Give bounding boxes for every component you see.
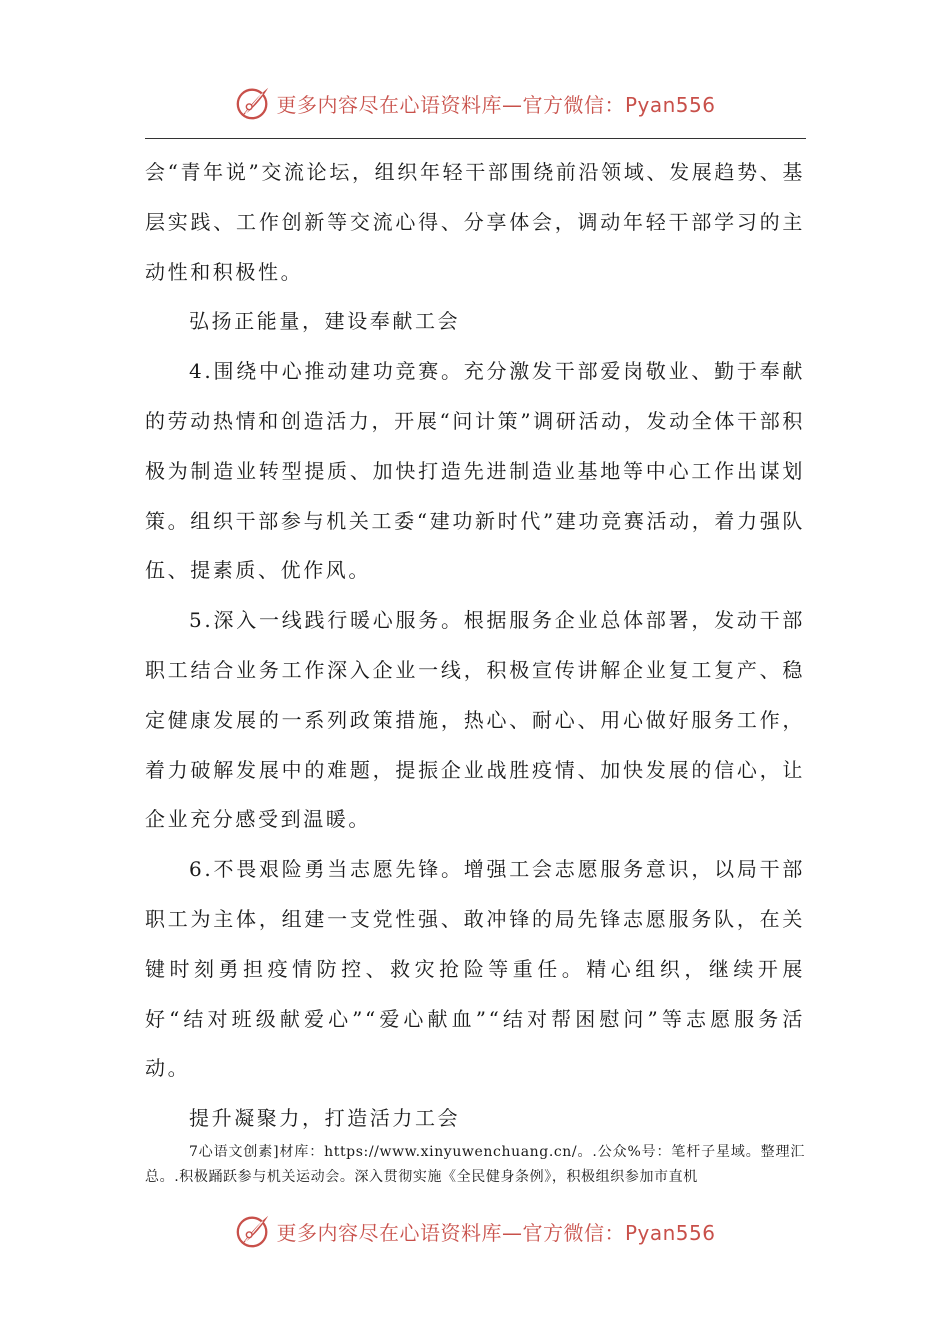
footer-brand-text: 更多内容尽在心语资料库—官方微信：Pyan556: [276, 1220, 716, 1245]
document-body: [145, 148, 805, 1144]
header-brand-text: 更多内容尽在心语资料库—官方微信：Pyan556: [276, 92, 716, 117]
header-brand: [0, 80, 950, 126]
paragraph: 4.围绕中心推动建功竞赛。充分激发干部爱岗敬业、勤于奉献的劳动热情和创造活力，开展“问计策”调研活动，发动全体干部积极为制造业转型提质、加快打造先进制造业基地等中心工作出谋划策。组织干部参与机关工委“建功新时代”建功竞赛活动，着力强队伍、提素质、优作风。: [145, 359, 805, 583]
source-note: [145, 1140, 805, 1190]
footer-brand: [0, 1208, 950, 1254]
paragraph: 6.不畏艰险勇当志愿先锋。增强工会志愿服务意识，以局干部职工为主体，组建一支党性强、敢冲锋的局先锋志愿服务队，在关键时刻勇担疫情防控、救灾抢险等重任。精心组织，继续开展好“结对班级献爱心”“爱心献血”“结对帮困慰问”等志愿服务活动。: [145, 857, 805, 1081]
paragraph: 会“青年说”交流论坛，组织年轻干部围绕前沿领域、发展趋势、基层实践、工作创新等交流心得、分享体会，调动年轻干部学习的主动性和积极性。: [145, 160, 805, 284]
paragraph: 5.深入一线践行暖心服务。根据服务企业总体部署，发动干部职工结合业务工作深入企业一线，积极宣传讲解企业复工复产、稳定健康发展的一系列政策措施，热心、耐心、用心做好服务工作，着力破解发展中的难题，提振企业战胜疫情、加快发展的信心，让企业充分感受到温暖。: [145, 608, 805, 832]
source-note-text: 7心语文创素]材库：https://www.xinyuwenchuang.cn/。.公众%号：笔杆子星域。整理汇总。.积极踊跃参与机关运动会。深入贯彻实施《全民健身条例》，积极组织参加市直机: [145, 1144, 805, 1185]
section-heading: 提升凝聚力，打造活力工会: [189, 1106, 461, 1131]
quill-logo-icon: [234, 1212, 272, 1250]
section-heading: 弘扬正能量，建设奉献工会: [189, 309, 461, 334]
quill-logo-icon: [234, 84, 272, 122]
header-divider: [145, 138, 806, 139]
